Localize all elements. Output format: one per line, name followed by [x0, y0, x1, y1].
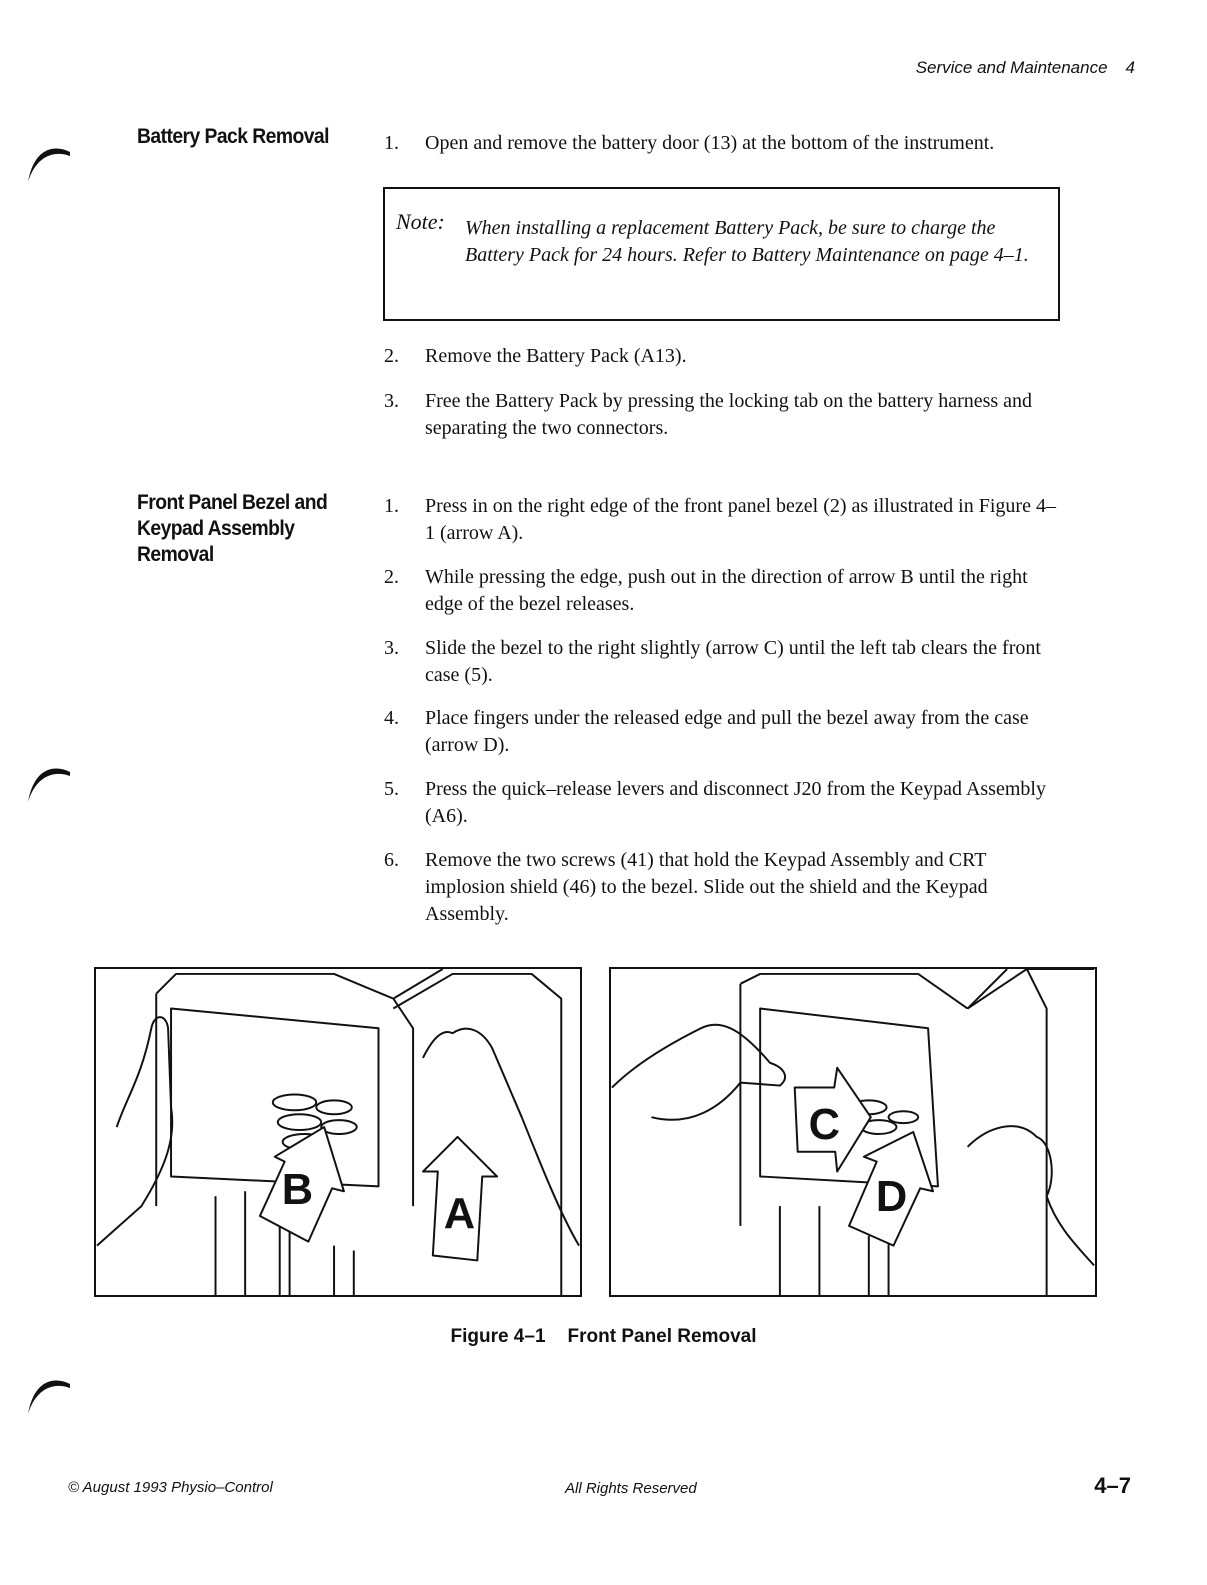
step-text: Free the Battery Pack by pressing the locking tab on the battery harness and separating the two connectors.: [425, 390, 1033, 439]
step-text: While pressing the edge, push out in the direction of arrow B until the right edge of the bezel releases.: [425, 566, 1028, 615]
step-number: 3.: [384, 390, 399, 412]
header-section-title: Service and Maintenance: [915, 58, 1108, 77]
running-header: [916, 58, 1135, 78]
step-number: 3.: [384, 637, 399, 659]
arrow-label-c: C: [808, 1100, 841, 1149]
header-chapter-number: 4: [1125, 58, 1135, 77]
step-text: Open and remove the battery door (13) at the bottom of the instrument.: [425, 132, 995, 154]
step-text: Place fingers under the released edge and pull the bezel away from the case (arrow D).: [425, 707, 1029, 756]
margin-binding-mark: [24, 142, 74, 186]
step-number: 1.: [384, 132, 399, 154]
step-number: 2.: [384, 566, 399, 588]
margin-binding-mark: [24, 762, 74, 806]
note-label: Note:: [396, 209, 445, 234]
margin-binding-mark: [24, 1374, 74, 1418]
step-number: 4.: [384, 707, 399, 729]
step-number: 1.: [384, 495, 399, 517]
note-text: When installing a replacement Battery Pack, be sure to charge the Battery Pack for 24 hours. Refer to Battery Maintenance on page 4–1.: [465, 217, 1029, 266]
arrow-label-a: A: [443, 1189, 476, 1238]
bezel-section-heading: Front Panel Bezel and Keypad Assembly Removal: [137, 491, 328, 566]
battery-section-heading: Battery Pack Removal: [137, 125, 329, 148]
figure-panel-left: [94, 967, 582, 1297]
figure-number: Figure 4–1: [450, 1326, 546, 1347]
step-number: 2.: [384, 345, 399, 367]
figure-title: Front Panel Removal: [567, 1326, 757, 1347]
arrow-label-d: D: [875, 1173, 908, 1222]
step-text: Remove the two screws (41) that hold the Keypad Assembly and CRT implosion shield (46) to the bezel. Slide out the shield and the Keypad Assembly.: [425, 849, 988, 925]
figure-panel-right: [609, 967, 1097, 1297]
footer-rights: All Rights Reserved: [565, 1480, 697, 1497]
page-number: 4–7: [1094, 1473, 1131, 1498]
step-number: 5.: [384, 778, 399, 800]
arrow-label-b: B: [281, 1166, 314, 1215]
footer-copyright: © August 1993 Physio–Control: [68, 1479, 273, 1496]
step-text: Slide the bezel to the right slightly (arrow C) until the left tab clears the front case (5).: [425, 637, 1041, 686]
step-number: 6.: [384, 849, 399, 871]
note-box: [383, 187, 1060, 321]
step-text: Press in on the right edge of the front panel bezel (2) as illustrated in Figure 4–1 (arrow A).: [425, 495, 1056, 544]
step-text: Remove the Battery Pack (A13).: [425, 345, 687, 367]
figure-caption: [0, 1326, 1207, 1348]
step-text: Press the quick–release levers and disconnect J20 from the Keypad Assembly (A6).: [425, 778, 1046, 827]
figure-illustration-right: [611, 969, 1095, 1295]
figure-illustration-left: [96, 969, 580, 1295]
